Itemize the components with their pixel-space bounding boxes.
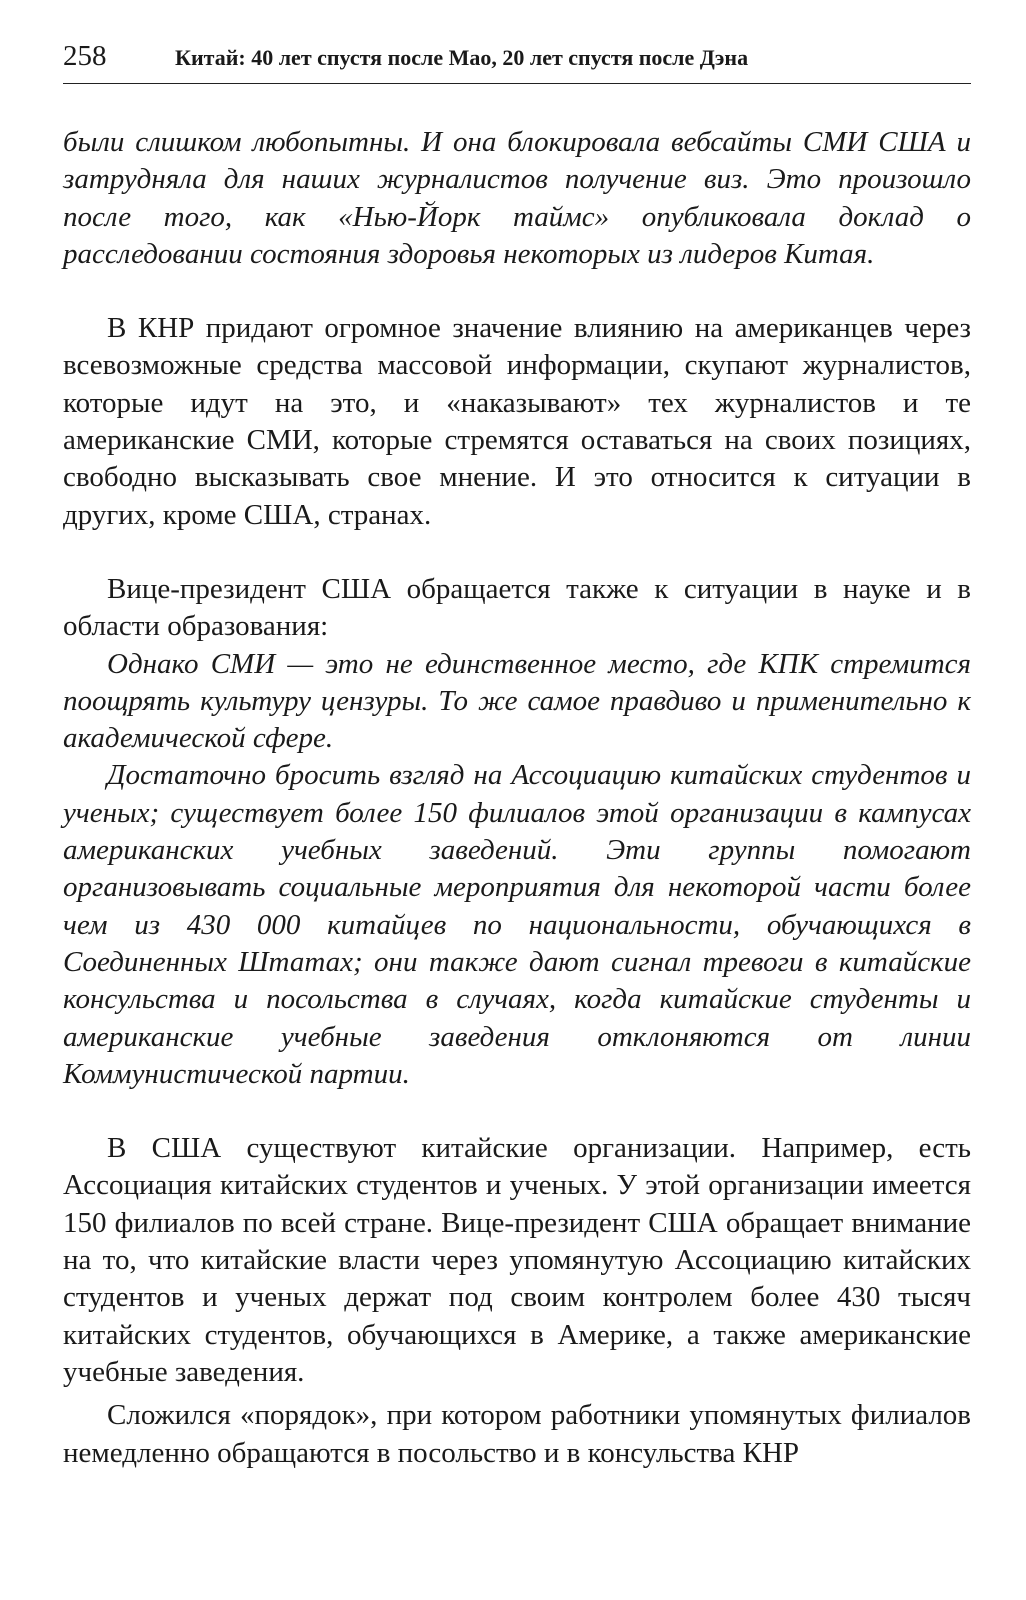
running-title: Китай: 40 лет спустя после Мао, 20 лет спустя после Дэна bbox=[175, 45, 749, 70]
page-body bbox=[63, 124, 971, 1472]
book-page bbox=[63, 40, 971, 1472]
body-paragraph: Вице-президент США обращается также к ситуации в науке и в области образования: bbox=[63, 572, 971, 643]
body-paragraph: В США существуют китайские организации. Например, есть Ассоциация китайских студентов и ученых. У этой организации имеется 150 филиалов по всей стране. Вице-президент США обращает внимание на то, что китайские власти через упомянутую Ассоциацию китайских студентов и ученых держат под своим контролем более 430 тысяч китайских студентов, обучающихся в Америке, а также американские учебные заведения. bbox=[63, 1132, 971, 1388]
quote-paragraph: Однако СМИ — это не единственное место, где КПК стремится поощрять культуру цензуры. То же самое правдиво и применительно к академической сфере. bbox=[63, 647, 971, 755]
page-number: 258 bbox=[63, 40, 107, 72]
quote-paragraph: были слишком любопытны. И она блокировала вебсайты СМИ США и затрудняла для наших журналистов получение виз. Это произошло после того, как «Нью-Йорк таймс» опубликовала доклад о расследовании состояния здоровья некоторых из лидеров Китая. bbox=[63, 126, 971, 270]
body-paragraph: В КНР придают огромное значение влиянию на американцев через всевозможные средства массовой информации, скупают журналистов, которые идут на это, и «наказывают» тех журналистов и те американские СМИ, которые стремятся оставаться на своих позициях, свободно высказывать свое мнение. И это относится к ситуации в других, кроме США, странах. bbox=[63, 312, 971, 531]
running-head bbox=[63, 40, 971, 84]
quote-paragraph: Достаточно бросить взгляд на Ассоциацию китайских студентов и ученых; существует более 150 филиалов этой организации в кампусах американских учебных заведений. Эти группы помогают организовывать социальные мероприятия для некоторой части более чем из 430 000 китайцев по национальности, обучающихся в Соединенных Штатах; они также дают сигнал тревоги в китайские консульства и посольства в случаях, когда китайские студенты и американские учебные заведения отклоняются от линии Коммунистической партии. bbox=[63, 759, 971, 1090]
body-paragraph: Сложился «порядок», при котором работники упомянутых филиалов немедленно обращаются в посольство и в консульства КНР bbox=[63, 1399, 971, 1469]
